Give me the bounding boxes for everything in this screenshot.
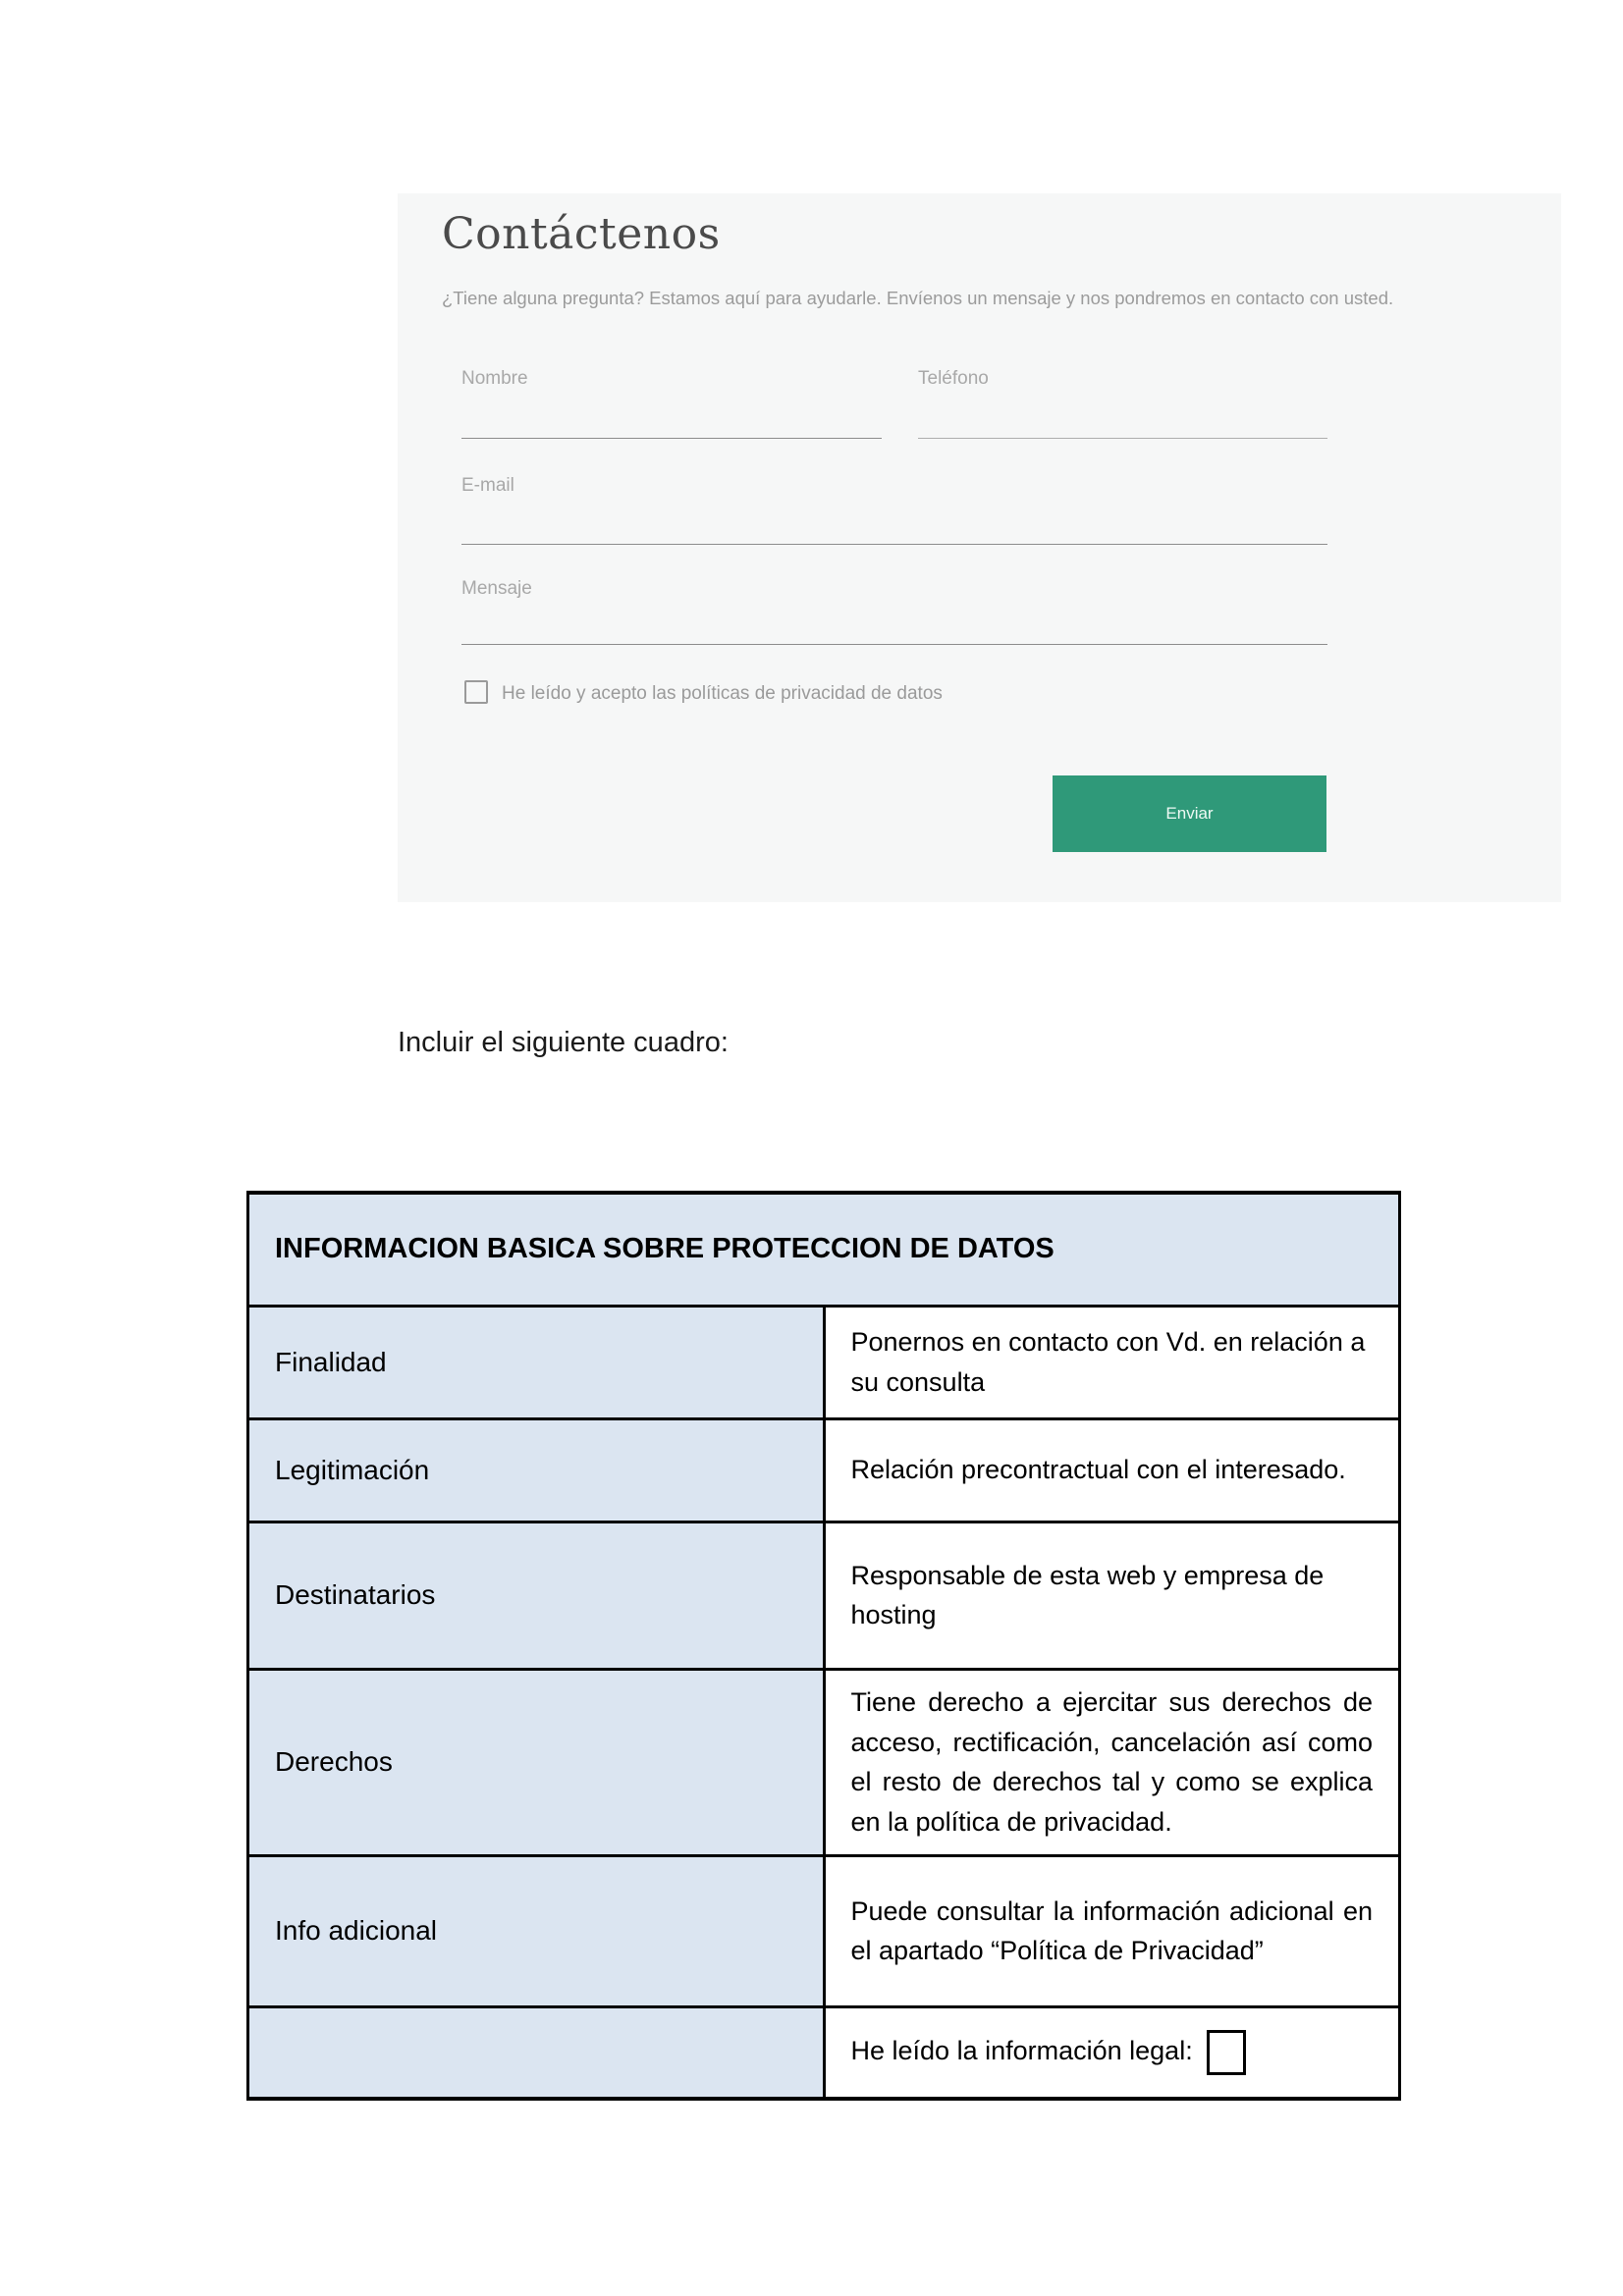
table-row (248, 1855, 1400, 2006)
table-row (248, 1669, 1400, 1855)
form-subtitle: ¿Tiene alguna pregunta? Estamos aquí para ayudarle. Envíenos un mensaje y nos pondremos en contacto con usted. (442, 288, 1394, 308)
message-input[interactable] (461, 627, 1327, 645)
row-value-derechos: Tiene derecho a ejercitar sus derechos de acceso, rectificación, cancelación así como el resto de derechos tal y como se explica en la política de privacidad. (824, 1669, 1400, 1855)
form-title: Contáctenos (442, 209, 721, 259)
phone-input[interactable] (918, 421, 1327, 439)
email-input[interactable] (461, 527, 1327, 545)
email-label: E-mail (461, 475, 514, 496)
data-protection-table (246, 1191, 1401, 2101)
table-header-row (248, 1193, 1400, 1306)
row-label-empty (248, 2006, 825, 2099)
name-input[interactable] (461, 421, 882, 439)
table-row (248, 1522, 1400, 1669)
table-row (248, 1418, 1400, 1522)
row-label-finalidad: Finalidad (248, 1306, 825, 1418)
row-label-legitimacion: Legitimación (248, 1418, 825, 1522)
row-value-legal (824, 2006, 1400, 2099)
table-header: INFORMACION BASICA SOBRE PROTECCION DE DATOS (248, 1193, 1400, 1306)
message-label: Mensaje (461, 578, 532, 599)
row-label-destinatarios: Destinatarios (248, 1522, 825, 1669)
row-label-info-adicional: Info adicional (248, 1855, 825, 2006)
row-value-destinatarios: Responsable de esta web y empresa de hosting (824, 1522, 1400, 1669)
privacy-checkbox-label: He leído y acepto las políticas de privacidad de datos (502, 683, 943, 704)
row-label-derechos: Derechos (248, 1669, 825, 1855)
instruction-text: Incluir el siguiente cuadro: (398, 1027, 729, 1058)
legal-checkbox[interactable] (1207, 2030, 1246, 2075)
table-row (248, 1306, 1400, 1418)
phone-label: Teléfono (918, 368, 989, 389)
legal-checkbox-label: He leído la información legal: (850, 2035, 1193, 2065)
privacy-checkbox[interactable] (464, 680, 488, 704)
name-label: Nombre (461, 368, 528, 389)
row-value-finalidad: Ponernos en contacto con Vd. en relación a su consulta (824, 1306, 1400, 1418)
submit-button[interactable]: Enviar (1053, 775, 1326, 852)
table-row (248, 2006, 1400, 2099)
contact-form-panel (398, 193, 1561, 902)
row-value-info-adicional: Puede consultar la información adicional en el apartado “Política de Privacidad” (824, 1855, 1400, 2006)
row-value-legitimacion: Relación precontractual con el interesado. (824, 1418, 1400, 1522)
